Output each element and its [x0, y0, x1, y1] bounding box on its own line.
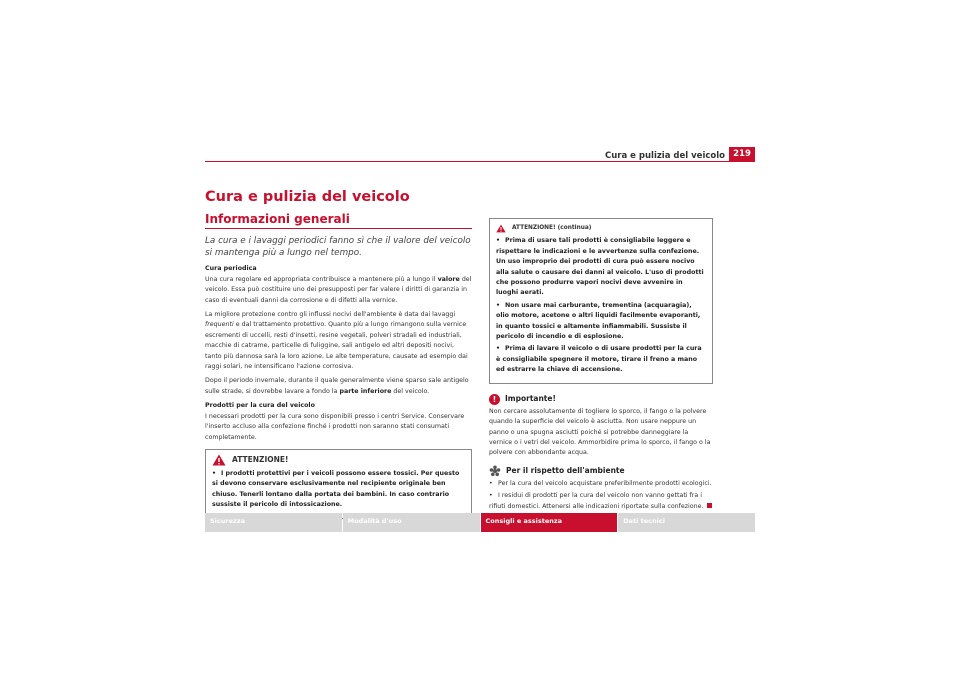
p2-text-a: La migliore protezione contro gli influssi nocivi dell'ambiente è data dai lavaggi — [205, 311, 456, 319]
end-marker-icon — [707, 503, 712, 508]
warning-box — [205, 449, 472, 519]
warning-item: Prima di lavare il veicolo o di usare prodotti per la cura è consigliabile spegnere il motore, tirare il freno a mano ed estrarre la chiave di accensione. — [496, 345, 702, 374]
left-column — [205, 214, 472, 519]
bullet-icon: • — [496, 237, 501, 245]
p3-text-a: Dopo il periodo invernale, durante il quale generalmente viene sparso sale antigelo sulle strade, si dovrebbe lavare a fondo la — [205, 377, 469, 395]
tab-sicurezza[interactable]: Sicurezza — [205, 513, 342, 532]
p2-italic: frequenti — [205, 321, 234, 329]
environment-icon — [489, 465, 501, 477]
p1-bold: valore — [437, 275, 460, 283]
bullet-icon: • — [489, 479, 493, 487]
running-header-title: Cura e pulizia del veicolo — [605, 151, 725, 161]
warning-item: I prodotti protettivi per i veicoli possono essere tossici. Per questo si devono conservare esclusivamente nel recipiente originale ben chiuso. Tenerli lontano dalla portata dei bambini. In caso contrario sussiste il pericolo di intossicazione. — [212, 469, 460, 509]
subheading-prodotti: Prodotti per la cura del veicolo — [205, 402, 315, 410]
bullet-icon: • — [496, 301, 501, 309]
p4-text: I necessari prodotti per la cura sono disponibili presso i centri Service. Conservare l'inserto accluso alla confezione finché i prodotti non saranno stati consumati completamente. — [205, 412, 465, 441]
warning-triangle-icon — [496, 224, 506, 233]
warning-item: Prima di usare tali prodotti è consigliabile leggere e rispettare le indicazioni e le avvertenze sulla confezione. Un uso improprio dei prodotti di cura può essere nocivo alla salute o causare dei danni al veicolo. L'uso di prodotti che possono produrre vapori nocivi deve avvenire in luoghi aerati. — [496, 237, 704, 297]
footer-nav — [205, 513, 755, 532]
chapter-title: Cura e pulizia del veicolo — [205, 189, 410, 205]
intro-text: La cura e i lavaggi periodici fanno sì che il valore del veicolo si mantenga più a lungo nel tempo. — [205, 236, 471, 259]
p2-text-b: e dal trattamento protettivo. Quanto più a lungo rimangono sulla vernice escrementi di uccelli, resti d'insetti, resine vegetali, polveri stradali ed industriali, macchie di catrame, particelle di fuliggine, sali antigelo ed altri depositi nocivi, tanto più dannosa sarà la loro azione. Le alte temperature, causate ad esempio dai raggi solari, ne intensificano l'azione corrosiva. — [205, 321, 468, 371]
environment-title: Per il rispetto dell'ambiente — [506, 465, 625, 475]
tab-consigli-assistenza[interactable]: Consigli e assistenza — [481, 513, 618, 532]
page-number: 219 — [729, 147, 755, 161]
env-item: Per la cura del veicolo acquistare preferibilmente prodotti ecologici. — [498, 479, 712, 487]
important-title: Importante! — [505, 393, 556, 403]
important-icon: ! — [489, 394, 500, 405]
tab-modalita-uso[interactable]: Modalità d'uso — [343, 513, 480, 532]
tab-dati-tecnici[interactable]: Dati tecnici — [618, 513, 755, 532]
p1-text-a: Una cura regolare ed appropriata contribuisce a mantenere più a lungo il — [205, 275, 436, 283]
subheading-cura: Cura periodica — [205, 265, 257, 273]
bullet-icon: • — [489, 492, 493, 500]
p3-bold: parte inferiore — [339, 387, 392, 395]
p1-text-b: del veicolo. Essa può costituire uno dei presupposti per far valere i diritti di garanzia in caso di eventuali danni da corrosione e di difetti alla vernice. — [205, 275, 472, 304]
important-text: Non cercare assolutamente di togliere lo sporco, il fango o la polvere quando la superficie del veicolo è asciutta. Non usare neppure un panno o una spugna asciutti poiché si potrebbe danneggiare la vernice o i vetri del veicolo. Ammorbidire prima lo sporco, il fango o la polvere con abbondante acqua. — [489, 407, 711, 457]
warning-title: ATTENZIONE! — [232, 454, 289, 464]
warning-continued-box — [489, 218, 713, 384]
env-item: I residui di prodotti per la cura del veicolo non vanno gettati fra i rifiuti domestici. Attenersi alle indicazioni riportate sulla confezione. — [489, 492, 704, 510]
p3-text-b: del veicolo. — [393, 387, 430, 395]
header-rule — [205, 161, 755, 162]
right-column — [489, 218, 713, 512]
section-title: Informazioni generali — [205, 214, 472, 229]
warning-triangle-icon — [212, 454, 226, 466]
warning-item: Non usare mai carburante, trementina (acquaragia), olio motore, acetone o altri liquidi facilmente evaporanti, in quanto tossici e altamente infiammabili. Sussiste il pericolo di incendio e di esplosione. — [496, 301, 701, 341]
bullet-icon: • — [212, 469, 217, 477]
warning-continued-title: ATTENZIONE! (continua) — [512, 225, 592, 231]
bullet-icon: • — [496, 345, 501, 353]
